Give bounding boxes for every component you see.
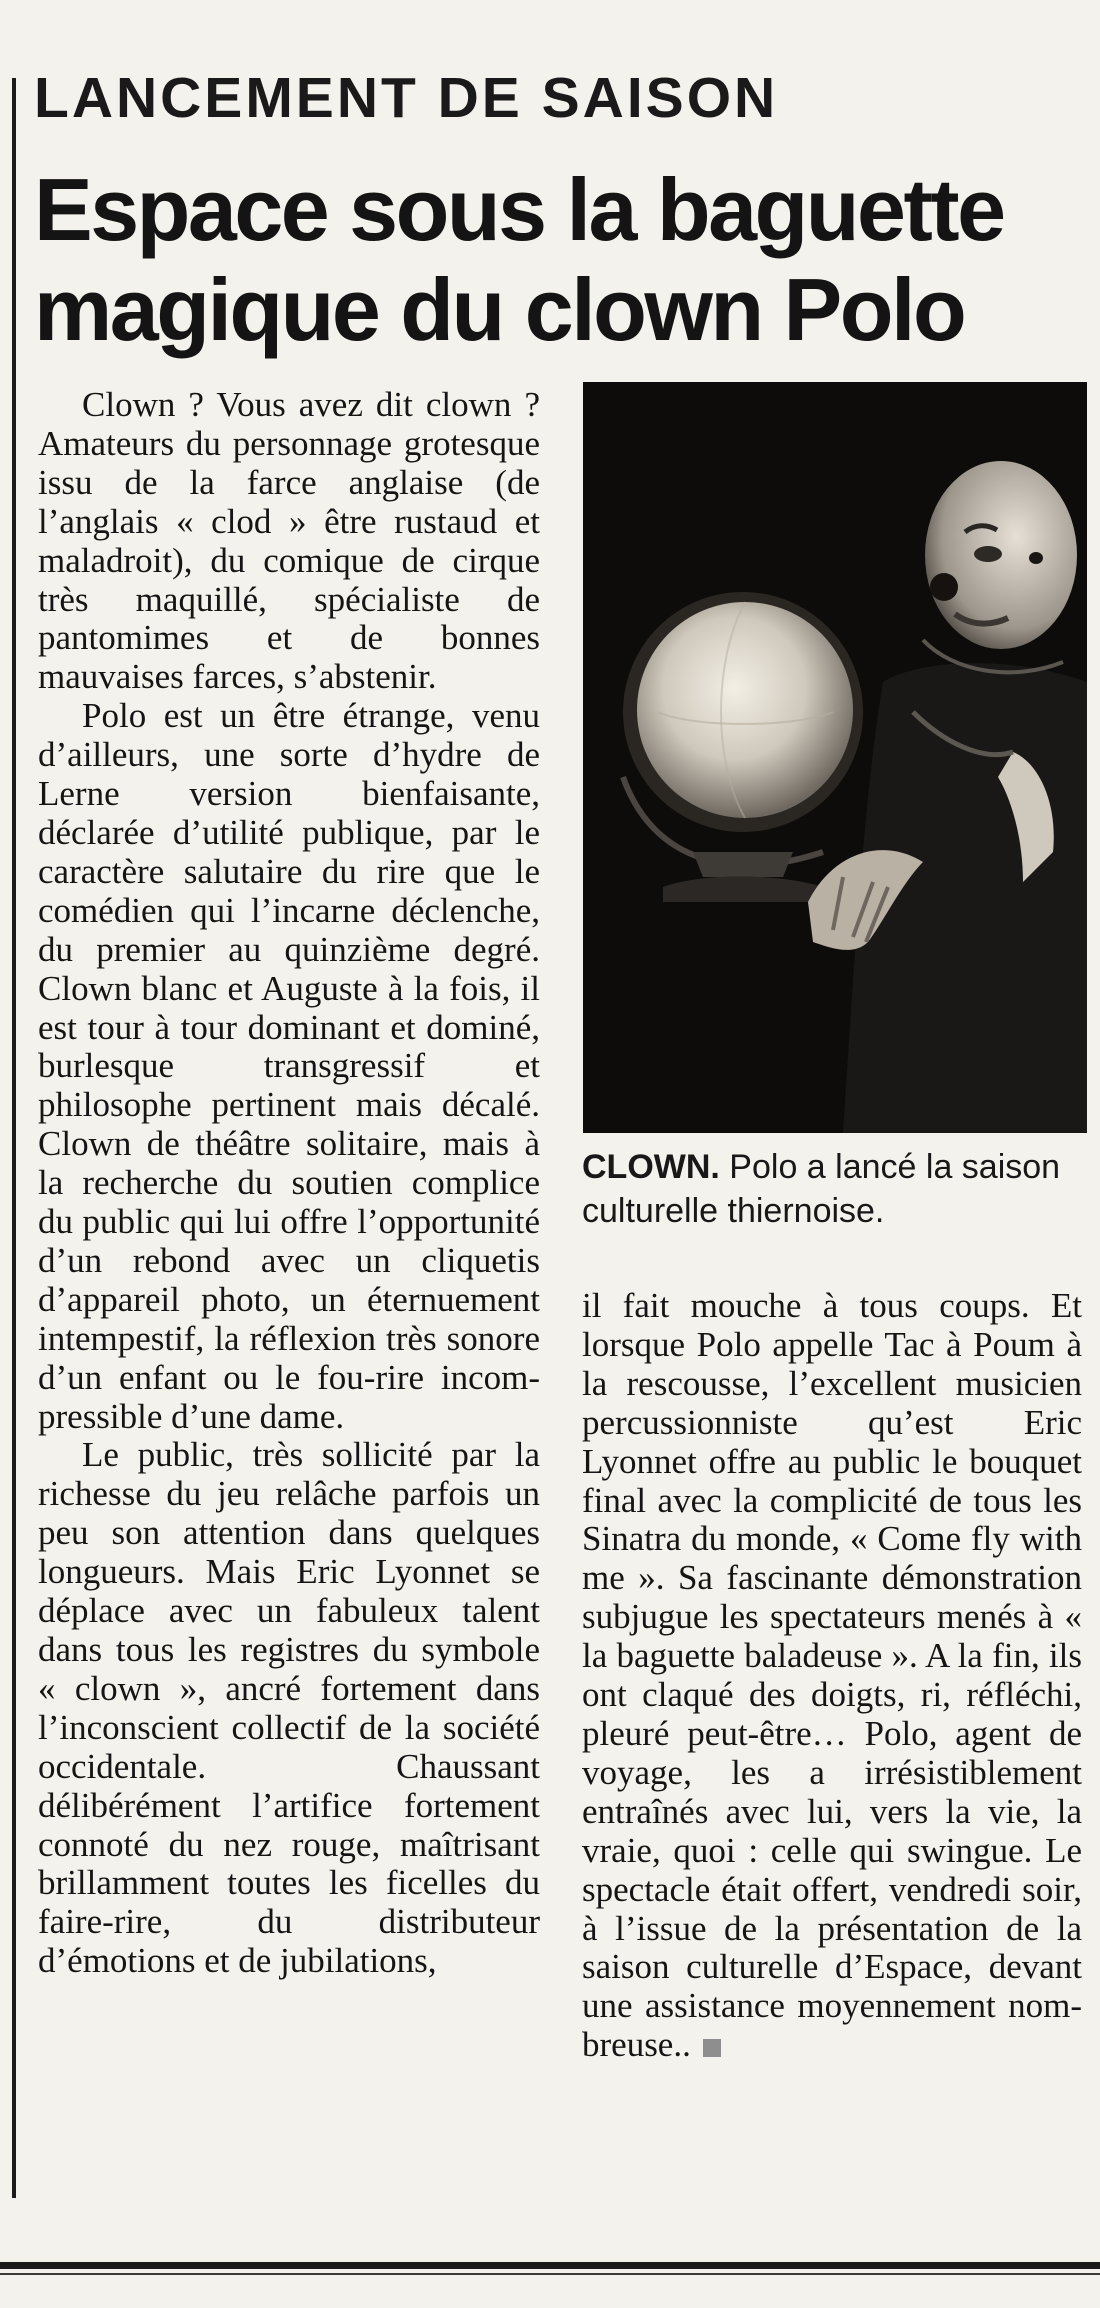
section-kicker: LANCEMENT DE SAISON xyxy=(34,66,779,130)
clown-photo xyxy=(583,382,1087,1133)
paragraph: Clown ? Vous avez dit clown ? Amateurs du personnage grotesque issu de la farce anglaise (de l’anglais « clod » être rustaud et maladroit), du comique de cirque très maquillé, spécialiste de pantomimes et de bonnes mauvaises farces, s’abstenir. xyxy=(38,385,540,697)
photo-caption xyxy=(582,1145,1082,1233)
clown-with-globe-image xyxy=(583,382,1087,1133)
paragraph: Le public, très sollicité par la richesse du jeu relâche parfois un peu son attention dans quelques longueurs. Mais Eric Lyonnet se déplace avec un fabuleux talent dans tous les registres du symbole « clown », ancré fortement dans l’inconscient collectif de la société occidentale. Chaussant délibérément l’artifice fortement connoté du nez rouge, maîtrisant brillamment toutes les ficelles du faire-rire, du distributeur d’émotions et de jubilations, xyxy=(38,1435,540,1981)
article-body-left xyxy=(38,386,540,1981)
bottom-rule xyxy=(0,2262,1100,2269)
paragraph: Polo est un être étrange, venu d’ailleurs, une sorte d’hydre de Lerne version bienfaisante, déclarée d’utilité publique, par le caractère salutaire du rire que le comédien qui l’incarne déclenche, du premier au quinzième degré. Clown blanc et Auguste à la fois, il est tour à tour dominant et dominé, burlesque transgressif et philosophe pertinent mais décalé. Clown de théâtre solitaire, mais à la recherche du soutien complice du public qui lui offre l’opportunité d’un rebond avec un cliquetis d’appareil photo, un éternuement intempestif, la réflexion très sonore d’un enfant ou le fou-rire incompressible d’une dame. xyxy=(38,696,540,1436)
caption-label: CLOWN. xyxy=(582,1148,720,1186)
end-of-article-square-icon xyxy=(703,2039,721,2057)
bottom-rule-thin xyxy=(0,2273,1100,2275)
caption-text: Polo a lancé la saison culturelle thiernoise. xyxy=(582,1148,1061,1230)
article-headline: Espace sous la baguette magique du clown Polo xyxy=(34,160,1004,359)
paragraph xyxy=(582,1287,1082,2065)
article-body-right xyxy=(582,1287,1082,2065)
column-rule xyxy=(12,78,16,2198)
paragraph-text: il fait mouche à tous coups. Et lorsque Polo appelle Tac à Poum à la rescousse, l’excellent musicien percussionniste qu’est Eric Lyonnet offre au public le bouquet final avec la complicité de tous les Sinatra du monde, « Come fly with me ». Sa fascinante démonstration subjugue les spectateurs menés à « la baguette baladeuse ». A la fin, ils ont claqué des doigts, ri, réfléchi, pleuré peut-être… Polo, agent de voyage, les a irrésistiblement entraînés avec lui, vers la vie, la vraie, quoi : celle qui swingue. Le spectacle était offert, vendredi soir, à l’issue de la présentation de la saison culturelle d’Espace, devant une assistance moyennement nombreuse.. xyxy=(582,1286,1082,2065)
